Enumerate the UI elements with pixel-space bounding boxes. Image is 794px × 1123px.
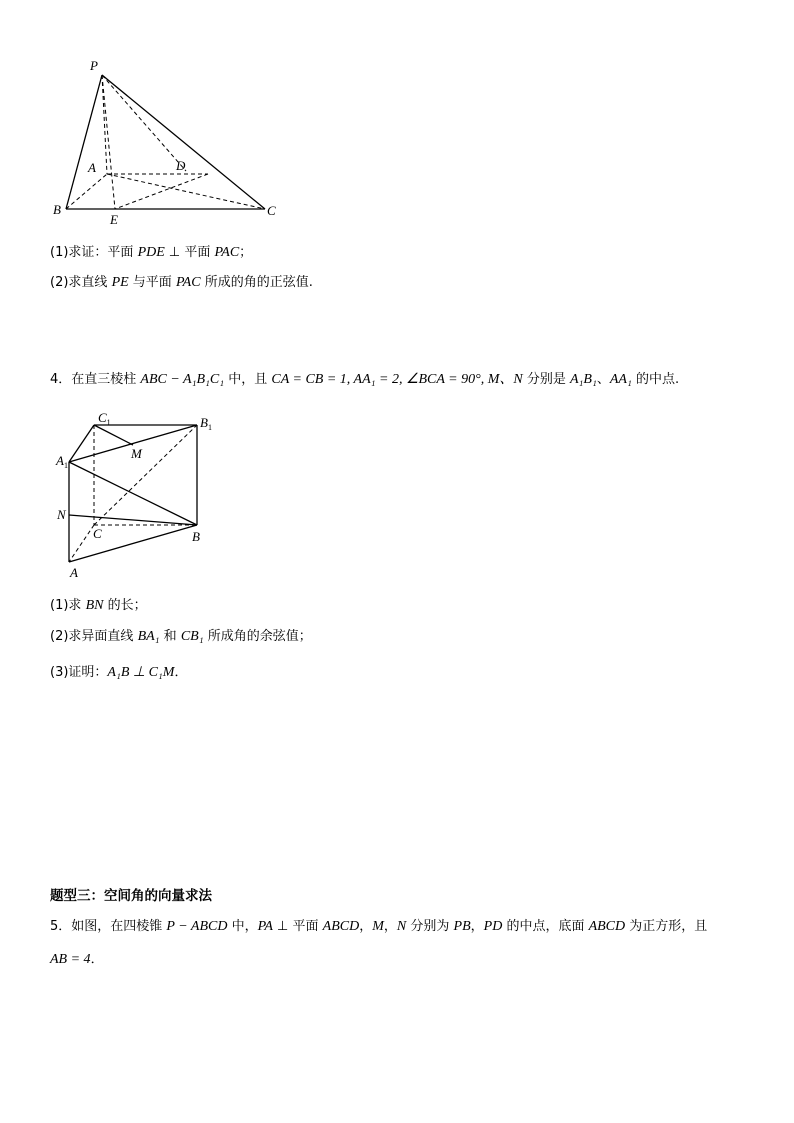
label-N: N (57, 507, 66, 522)
label-C1: $C_1$ (98, 410, 111, 427)
label-M: M (131, 446, 142, 461)
problem4-q2: (2)求异面直线 BA₁ 和 CB₁ 所成角的余弦值； (50, 629, 312, 644)
problem5-line2: AB = 4． (50, 952, 104, 967)
label-D: D (176, 158, 186, 173)
label-B: B (53, 202, 61, 217)
section-heading: 题型三：空间角的向量求法 (50, 888, 212, 904)
label-P: P (90, 58, 98, 73)
label-C: C (93, 526, 102, 541)
problem4-q3: (3)证明：A₁B ⊥ C₁M． (50, 665, 188, 680)
problem3-q2: (2)求直线 PE 与平面 PAC 所成的角的正弦值. (50, 275, 313, 290)
label-A1: $A_1$ (56, 453, 68, 470)
problem3-q1: (1)求证：平面 PDE ⊥ 平面 PAC； (50, 245, 253, 260)
pyramid-figure (50, 54, 290, 230)
label-B: B (192, 529, 200, 544)
label-E: E (110, 212, 118, 227)
label-C: C (267, 203, 276, 218)
label-B1: $B_1$ (200, 415, 212, 432)
prism-figure (50, 405, 230, 583)
problem4-q1: (1)求 BN 的长； (50, 598, 147, 613)
label-A: A (70, 565, 78, 580)
problem5-line1: 5．如图，在四棱锥 P − ABCD 中，PA ⊥ 平面 ABCD，M，N 分别为 PB，PD 的中点，底面 ABCD 为正方形，且 (50, 919, 708, 934)
problem4-stem: 4．在直三棱柱 ABC − A₁B₁C₁ 中，且 CA = CB = 1, AA₁ = 2, ∠BCA = 90°, M、N 分别是 A₁B₁、AA₁ 的中点. (50, 372, 680, 387)
label-A: A (88, 160, 96, 175)
